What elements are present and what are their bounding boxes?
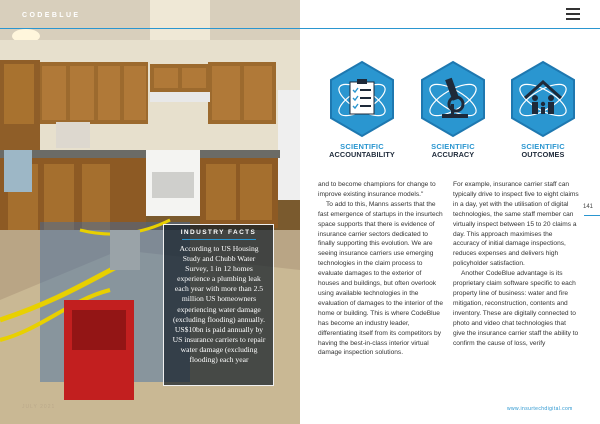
issue-date: JULY 2021 [22,404,56,410]
left-header [0,0,300,30]
accuracy-word: SCIENTIFIC [431,142,475,151]
brand-logo[interactable]: CODEBLUE [22,12,81,19]
page-number: 141 [583,204,594,210]
page-number-tick [584,215,600,216]
accountability-badge [318,60,406,160]
hamburger-menu-icon[interactable] [566,8,580,22]
outcomes-label: OUTCOMES [521,150,565,159]
header-rule-right [300,28,600,29]
facts-title: INDUSTRY FACTS [180,229,257,236]
outcomes-word: SCIENTIFIC [521,142,565,151]
accountability-label: ACCOUNTABILITY [329,150,395,159]
accuracy-label: ACCURACY [431,150,475,159]
col2-paragraph: For example, insurance carrier staff can typically drive to inspect five to eight claims in a day, yet with the utilisation of digital technologies, the same staff member can virtually inspect between 15 to 20 claims a day. This approach maximises the accuracy of initial damage inspections, reduces expenses and delivers high policyholder satisfaction. [453,181,579,268]
family-house-icon [508,60,578,140]
clipboard-checklist-icon [327,60,397,140]
right-page [300,0,600,424]
col1-paragraph: To add to this, Manns asserts that the fast emergence of startups in the insurtech space supports that there is evidence of insurance carrier sectors dedicated to finally supporting this evolution. We are seeing insurance carriers use emerging technologies in the claim process to evaluate damages to the exterior of houses and buildings, but often overlook using available technologies in the evaluation of damages to the interior of the home or building. This is where CodeBlue has become an industry leader, differentiating itself from its competitors by having the best-in-class interior virtual damage inspection solutions. [318,200,443,357]
accountability-word: SCIENTIFIC [340,142,384,151]
article-column-2 [453,180,579,348]
col1-paragraph: and to become champions for change to improve existing insurance models." [318,181,436,198]
col2-paragraph: Another CodeBlue advantage is its proprietary claim software specific to each property line of business: water and fire mitigation, reconstruction, contents and inventory. These are digitally connected to photo and video chat technologies that give the insurance carrier staff the ability to confirm the cause of loss, verify [453,270,579,347]
facts-divider [182,239,256,240]
scientific-icons-row [300,60,600,162]
header-rule [0,28,300,29]
article-column-1 [318,180,444,358]
outcomes-badge [499,60,587,160]
accuracy-badge [409,60,497,160]
microscope-icon [418,60,488,140]
footer-url[interactable]: www.insurtechdigital.com [507,406,573,412]
industry-facts-box [163,224,274,386]
facts-body: According to US Housing Study and Chubb Water Survey, 1 in 12 homes experience a plumbing leak each year with more than 2.5 million US homeowners experiencing water damage (excluding flooding) annually. US$10bn is paid annually by US insurance carriers to repair water damage (excluding flooding) each year [172,244,266,365]
